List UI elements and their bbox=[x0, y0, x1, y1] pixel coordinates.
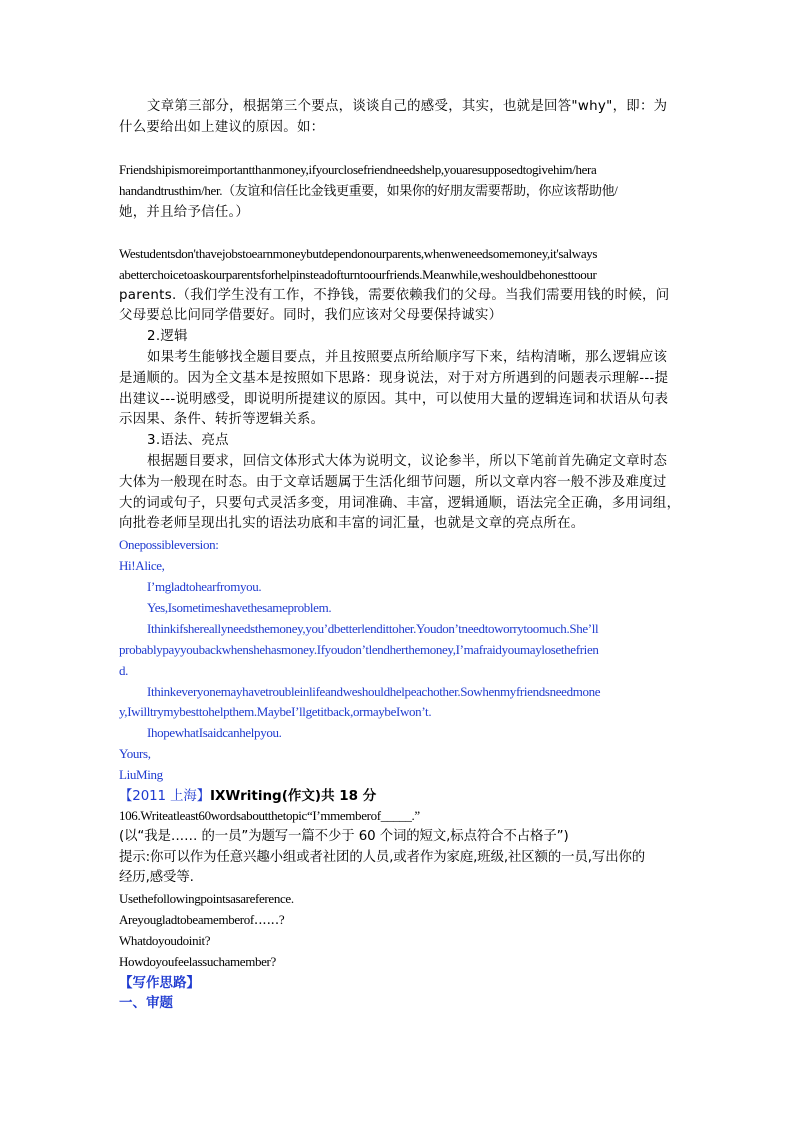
letter-line: Ithinkifshereallyneedsthemoney,you’dbetterlendittoher.Youdon’tneedtoworrytoomuch.She’ll bbox=[147, 621, 599, 636]
question-line: Usethefollowingpointsasareference. bbox=[119, 891, 294, 906]
section-heading-approach: 【写作思路】 bbox=[119, 975, 200, 991]
letter-line: Yes,Isometimeshavethesameproblem. bbox=[147, 600, 332, 615]
paragraph-line: 什么要给出如上建议的原因。如： bbox=[119, 120, 325, 135]
exam-title: IXWriting(作文)共 18 分 bbox=[210, 788, 377, 804]
question-line: Whatdoyoudoinit? bbox=[119, 933, 211, 948]
letter-greeting: Hi!Alice, bbox=[119, 558, 165, 573]
paragraph-line: 是通顺的。因为全文基本是按照如下思路：现身说法，对于对方所遇到的问题表示理解---提 bbox=[119, 371, 669, 386]
letter-line: Ithinkeveryonemayhavetroubleinlifeandweshouldhelpeachother.Sowhenmyfriendsneedmone bbox=[147, 684, 601, 699]
letter-closing: Yours, bbox=[119, 746, 151, 761]
example-line: abetterchoicetoaskourparentsforhelpinsteadofturntoourfriends.Meanwhile,weshouldbehonesttoour bbox=[119, 267, 597, 282]
paragraph-line: 如果考生能够找全题目要点，并且按照要点所给顺序写下来，结构清晰，那么逻辑应该 bbox=[147, 350, 668, 365]
paragraph-line: 文章第三部分，根据第三个要点，谈谈自己的感受，其实，也就是回答"why"，即：为 bbox=[147, 99, 668, 114]
example-line: 她，并且给予信任。） bbox=[119, 205, 250, 220]
question-line: Areyougladtobeamemberof‥‥‥? bbox=[119, 912, 285, 927]
section-heading: 2.逻辑 bbox=[147, 329, 188, 344]
question-line: (以“我是‥‥‥ 的一员”为题写一篇不少于 60 个词的短文,标点符合不占格子”) bbox=[119, 829, 569, 844]
question-line: 经历,感受等. bbox=[119, 870, 194, 885]
question-line: 106.Writeatleast60wordsaboutthetopic“I’mmemberof_____.” bbox=[119, 808, 420, 823]
letter-line: d. bbox=[119, 663, 129, 678]
letter-version-label: Onepossibleversion: bbox=[119, 537, 219, 552]
paragraph-line: 大的词或句子，只要句式灵活多变，用词准确、丰富，逻辑通顺，语法完全正确，多用词组， bbox=[119, 496, 681, 511]
question-line: 提示:你可以作为任意兴趣小组或者社团的人员,或者作为家庭,班级,社区额的一员,写出你的 bbox=[119, 850, 646, 865]
letter-line: IhopewhatIsaidcanhelpyou. bbox=[147, 725, 282, 740]
letter-signature: LiuMing bbox=[119, 767, 163, 782]
section-heading-review: 一、审题 bbox=[119, 995, 173, 1011]
section-heading: 3.语法、亮点 bbox=[147, 433, 229, 448]
letter-line: y,Iwilltrymybesttohelpthem.MaybeI’llgetitback,ormaybeIwon’t. bbox=[119, 704, 432, 719]
example-line: 父母要总比问同学借要好。同时，我们应该对父母要保持诚实） bbox=[119, 308, 503, 323]
exam-tag: 【2011 上海】 bbox=[119, 789, 210, 804]
paragraph-line: 根据题目要求，回信文体形式大体为说明文，议论参半，所以下笔前首先确定文章时态 bbox=[147, 454, 668, 469]
paragraph-line: 大体为一般现在时态。由于文章话题属于生活化细节问题，所以文章内容一般不涉及难度过 bbox=[119, 475, 667, 490]
exam-heading bbox=[119, 785, 376, 807]
paragraph-line: 示因果、条件、转折等逻辑关系。 bbox=[119, 412, 325, 427]
example-line: handandtrusthim/her.（友谊和信任比金钱更重要，如果你的好朋友需要帮助，你应该帮助他/ bbox=[119, 183, 618, 198]
paragraph-line: 向批卷老师呈现出扎实的语法功底和丰富的词汇量，也就是文章的亮点所在。 bbox=[119, 516, 585, 531]
question-line: Howdoyoufeelassuchamember? bbox=[119, 954, 276, 969]
paragraph-line: 出建议---说明感受，即说明所提建议的原因。其中，可以使用大量的逻辑连词和状语从句表 bbox=[119, 392, 669, 407]
example-line: Westudentsdon'thavejobstoearnmoneybutdependonourparents,whenweneedsomemoney,it'salways bbox=[119, 246, 598, 261]
example-line: parents.（我们学生没有工作，不挣钱，需要依赖我们的父母。当我们需要用钱的时候，问 bbox=[119, 288, 670, 303]
letter-line: probablypayyoubackwhenshehasmoney.Ifyoudon’tlendherthemoney,I’mafraidyoumaylosethefrien bbox=[119, 642, 599, 657]
letter-line: I’mgladtohearfromyou. bbox=[147, 579, 262, 594]
example-line: Friendshipismoreimportantthanmoney,ifyourclosefriendneedshelp,youaresupposedtogivehim/hera bbox=[119, 162, 597, 177]
